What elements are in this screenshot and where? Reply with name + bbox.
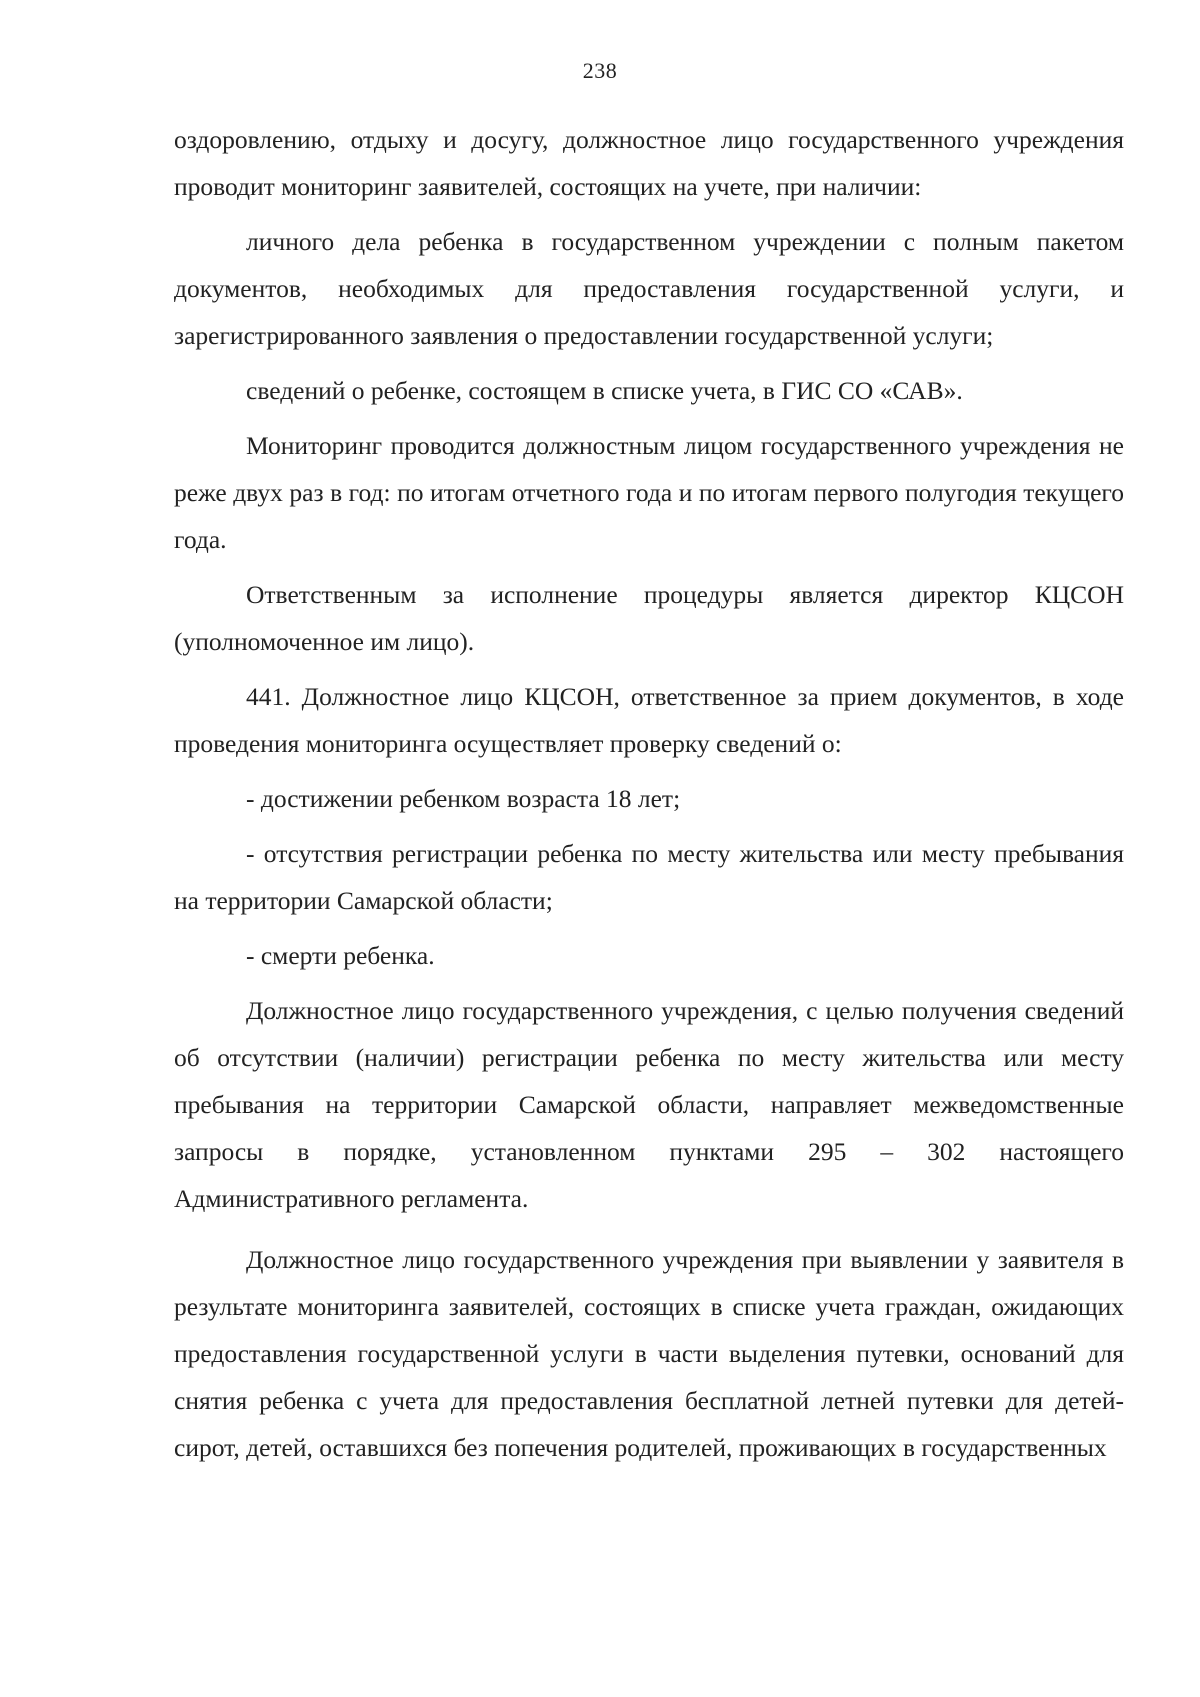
document-body <box>174 116 1124 1471</box>
list-item-age: - достижении ребенком возраста 18 лет; <box>246 784 681 813</box>
list-item-registration: - отсутствия регистрации ребенка по месту жительства или месту пребывания на территории Самарской области; <box>174 839 1124 915</box>
paragraph-interagency-requests: Должностное лицо государственного учреждения, с целью получения сведений об отсутствии (наличии) регистрации ребенка по месту жительства или месту пребывания на территории Самарской области, направляет межведомственные запросы в порядке, установленном пунктами 295 – 302 настоящего Административного регламента. <box>174 996 1124 1213</box>
paragraph-continuation: оздоровлению, отдыху и досугу, должностное лицо государственного учреждения проводит мониторинг заявителей, состоящих на учете, при наличии: <box>174 125 1124 201</box>
paragraph-personal-file: личного дела ребенка в государственном учреждении с полным пакетом документов, необходимых для предоставления государственной услуги, и зарегистрированного заявления о предоставлении государственной услуги; <box>174 227 1124 350</box>
paragraph-removal-grounds: Должностное лицо государственного учреждения при выявлении у заявителя в результате мониторинга заявителей, состоящих в списке учета граждан, ожидающих предоставления государственной услуги в части выделения путевки, оснований для снятия ребенка с учета для предоставления бесплатной летней путевки для детей-сирот, детей, оставшихся без попечения родителей, проживающих в государственных <box>174 1245 1124 1462</box>
paragraph-child-info: сведений о ребенке, состоящем в списке учета, в ГИС СО «САВ». <box>246 376 963 405</box>
list-item-death: - смерти ребенка. <box>246 941 435 970</box>
paragraph-441: 441. Должностное лицо КЦСОН, ответственное за прием документов, в ходе проведения мониторинга осуществляет проверку сведений о: <box>174 682 1124 758</box>
paragraph-monitoring-frequency: Мониторинг проводится должностным лицом государственного учреждения не реже двух раз в год: по итогам отчетного года и по итогам первого полугодия текущего года. <box>174 431 1124 554</box>
paragraph-responsible: Ответственным за исполнение процедуры является директор КЦСОН (уполномоченное им лицо). <box>174 580 1124 656</box>
page-number: 238 <box>582 58 618 83</box>
